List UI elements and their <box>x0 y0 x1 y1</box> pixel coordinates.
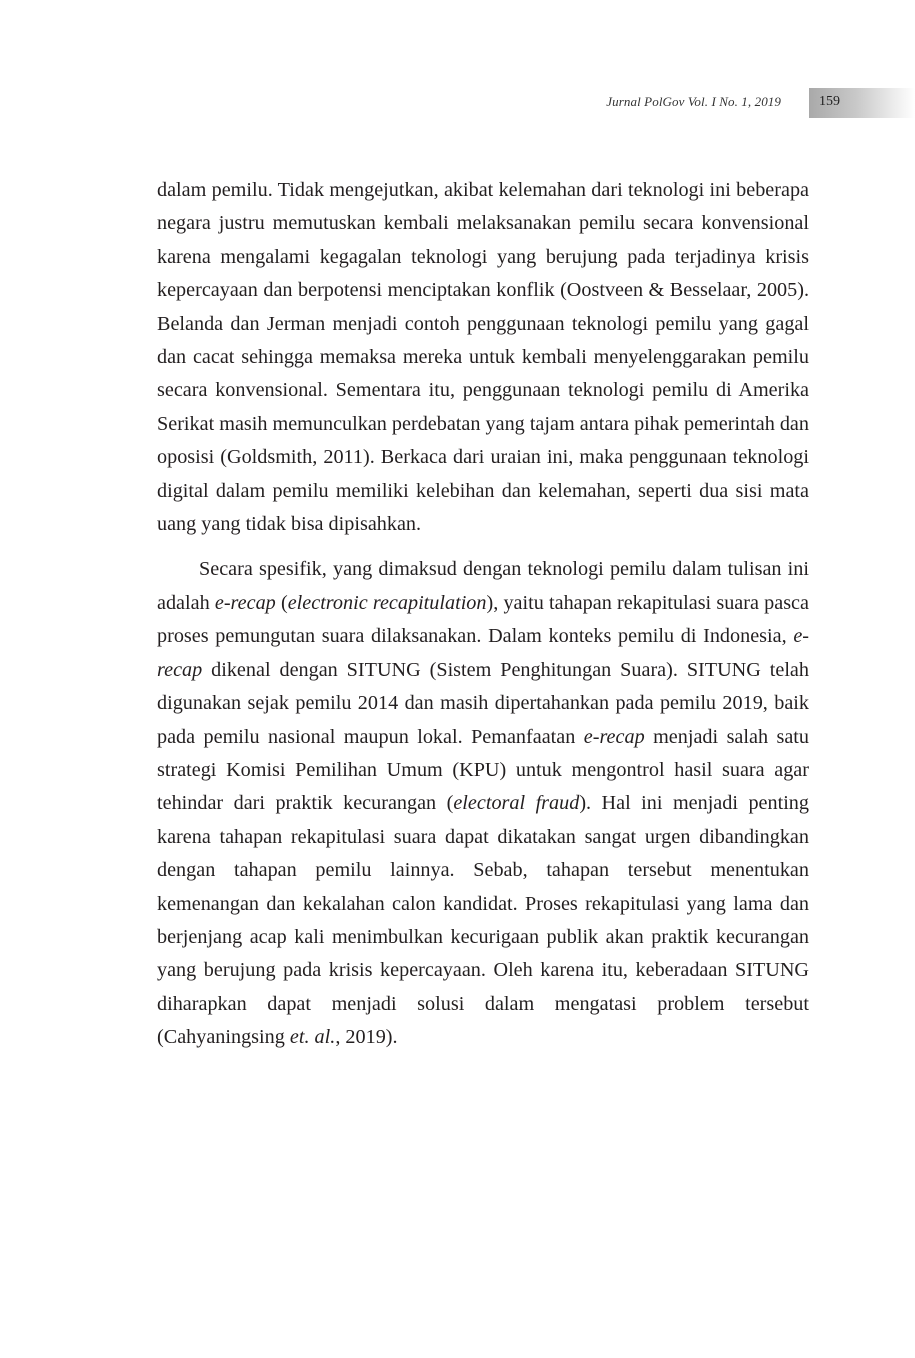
paragraph-2-text: ), yaitu tahapan rekapitulasi suara pasca proses pemungutan suara dilaksanakan. Dalam konteks pemilu di Indonesia, <box>157 591 809 648</box>
paragraph-2-text: , 2019). <box>335 1026 398 1049</box>
paragraph-2-text: ( <box>275 591 288 614</box>
italic-term: electronic recapitulation <box>287 591 487 614</box>
paragraph-2-text: ). Hal ini menjadi penting karena tahapan rekapitulasi suara dapat dikatakan sangat urgen dibandingkan dengan tahapan pemilu lainnya. Sebab, tahapan tersebut menentukan kemenangan dan kekalahan calon kandidat. Proses rekapitulasi yang lama dan berjenjang acap kali menimbulkan kecurigaan publik akan praktik kecurangan yang berujung pada krisis kepercayaan. Oleh karena itu, keberadaan SITUNG diharapkan dapat menjadi solusi dalam mengatasi problem tersebut (Cahyaningsing <box>157 792 809 1049</box>
paragraph-1: dalam pemilu. Tidak mengejutkan, akibat kelemahan dari teknologi ini beberapa negara justru memutuskan kembali melaksanakan pemilu secara konvensional karena mengalami kegagalan teknologi yang berujung pada terjadinya krisis kepercayaan dan berpotensi menciptakan konflik (Oostveen & Besselaar, 2005). Belanda dan Jerman menjadi contoh penggunaan teknologi pemilu yang gagal dan cacat sehingga memaksa mereka untuk kembali menyelenggarakan pemilu secara konvensional. Sementara itu, penggunaan teknologi pemilu di Amerika Serikat masih memunculkan perdebatan yang tajam antara pihak pemerintah dan oposisi (Goldsmith, 2011). Berkaca dari uraian ini, maka penggunaan teknologi digital dalam pemilu memiliki kelebihan dan kelemahan, seperti dua sisi mata uang yang tidak bisa dipisahkan. <box>157 179 809 536</box>
page-number: 159 <box>819 94 840 109</box>
italic-term: e-recap <box>157 625 809 681</box>
body-text <box>157 174 809 1055</box>
paragraph-2-text: dikenal dengan SITUNG (Sistem Penghitungan Suara). SITUNG telah digunakan sejak pemilu 2014 dan masih dipertahankan pada pemilu 2019, baik pada pemilu nasional maupun lokal. Pemanfaatan <box>157 658 809 748</box>
page-number-tab <box>809 88 915 118</box>
paragraph-2 <box>157 553 809 1054</box>
italic-term: e-recap <box>214 591 276 614</box>
italic-term: e-recap <box>583 725 645 748</box>
running-header: Jurnal PolGov Vol. I No. 1, 2019 <box>606 94 781 109</box>
italic-term: electoral fraud <box>453 792 580 815</box>
italic-term: et. al. <box>289 1026 336 1049</box>
paragraph-2-text: menjadi salah satu strategi Komisi Pemilihan Umum (KPU) untuk mengontrol hasil suara agar tehindar dari praktik kecurangan ( <box>157 725 809 815</box>
paragraph-2-text: Secara spesifik, yang dimaksud dengan teknologi pemilu dalam tulisan ini adalah <box>157 558 809 614</box>
